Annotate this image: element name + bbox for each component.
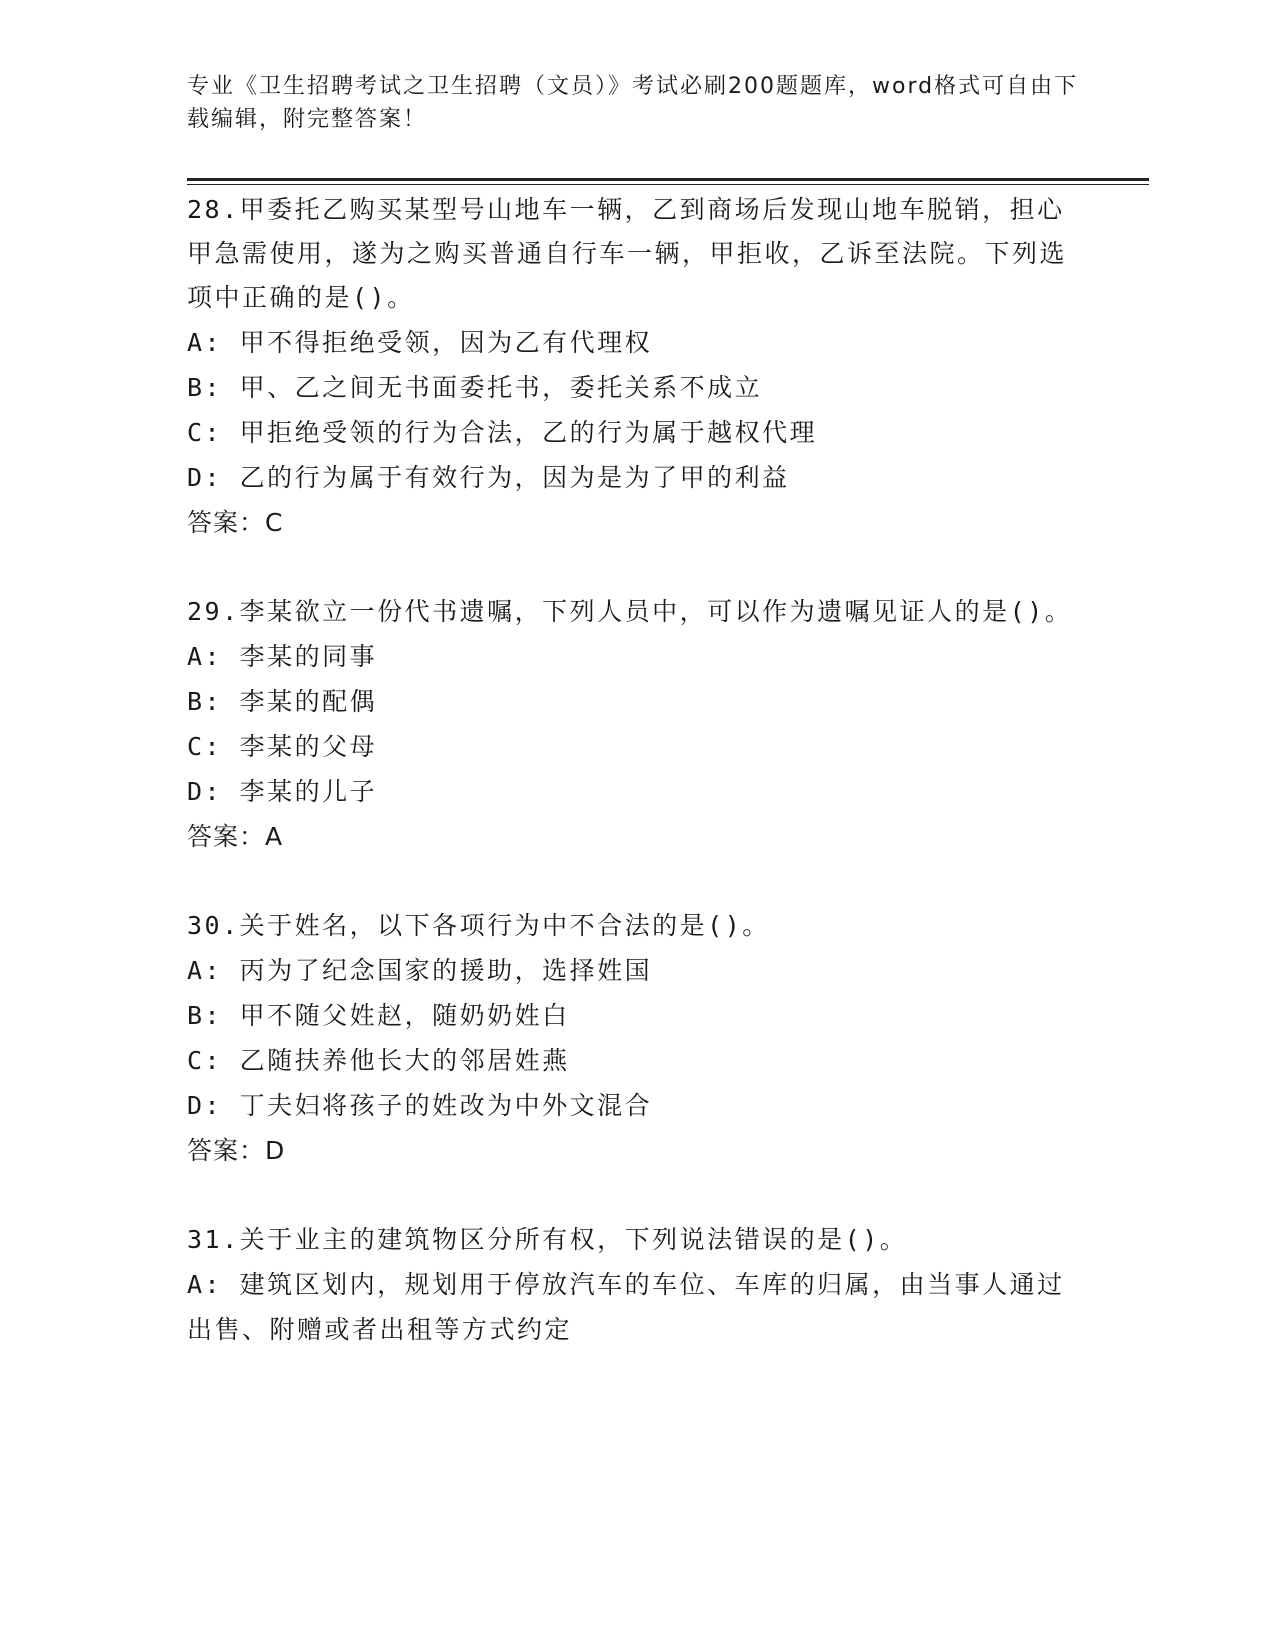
- question-stem: 29.李某欲立一份代书遗嘱，下列人员中，可以作为遗嘱见证人的是()。: [187, 597, 1073, 626]
- option-a: A: 建筑区划内，规划用于停放汽车的车位、车库的归属，由当事人通过出售、附赠或者出租等方式约定: [187, 1270, 1065, 1344]
- answer-label: 答案：D: [187, 1136, 286, 1165]
- option-a: A: 李某的同事: [187, 642, 378, 671]
- question-stem: 28.甲委托乙购买某型号山地车一辆，乙到商场后发现山地车脱销，担心甲急需使用，遂为之购买普通自行车一辆，甲拒收，乙诉至法院。下列选项中正确的是()。: [187, 195, 1068, 312]
- option-b: B: 李某的配偶: [187, 687, 378, 716]
- option-d: D: 李某的儿子: [187, 777, 378, 806]
- header-divider-thin: [187, 184, 1149, 185]
- option-c: C: 李某的父母: [187, 732, 378, 761]
- header-divider-thick: [187, 178, 1149, 181]
- question-30: [187, 904, 1087, 1174]
- option-d: D: 乙的行为属于有效行为，因为是为了甲的利益: [187, 463, 790, 492]
- option-a: A: 甲不得拒绝受领，因为乙有代理权: [187, 328, 653, 357]
- option-d: D: 丁夫妇将孩子的姓改为中外文混合: [187, 1091, 653, 1120]
- question-stem: 31.关于业主的建筑物区分所有权，下列说法错误的是()。: [187, 1225, 908, 1254]
- answer-label: 答案：C: [187, 508, 284, 537]
- question-28: [187, 188, 1087, 546]
- option-b: B: 甲不随父姓赵，随奶奶姓白: [187, 1001, 570, 1030]
- question-list: [187, 188, 1087, 1396]
- option-c: C: 甲拒绝受领的行为合法，乙的行为属于越权代理: [187, 418, 818, 447]
- option-c: C: 乙随扶养他长大的邻居姓燕: [187, 1046, 570, 1075]
- question-31: [187, 1218, 1087, 1352]
- question-29: [187, 590, 1087, 860]
- option-b: B: 甲、乙之间无书面委托书，委托关系不成立: [187, 373, 763, 402]
- document-header: 专业《卫生招聘考试之卫生招聘（文员）》考试必刷200题题库，word格式可自由下载编辑，附完整答案！: [187, 74, 1079, 132]
- answer-label: 答案：A: [187, 822, 284, 851]
- option-a: A: 丙为了纪念国家的援助，选择姓国: [187, 956, 653, 985]
- question-stem: 30.关于姓名，以下各项行为中不合法的是()。: [187, 911, 770, 940]
